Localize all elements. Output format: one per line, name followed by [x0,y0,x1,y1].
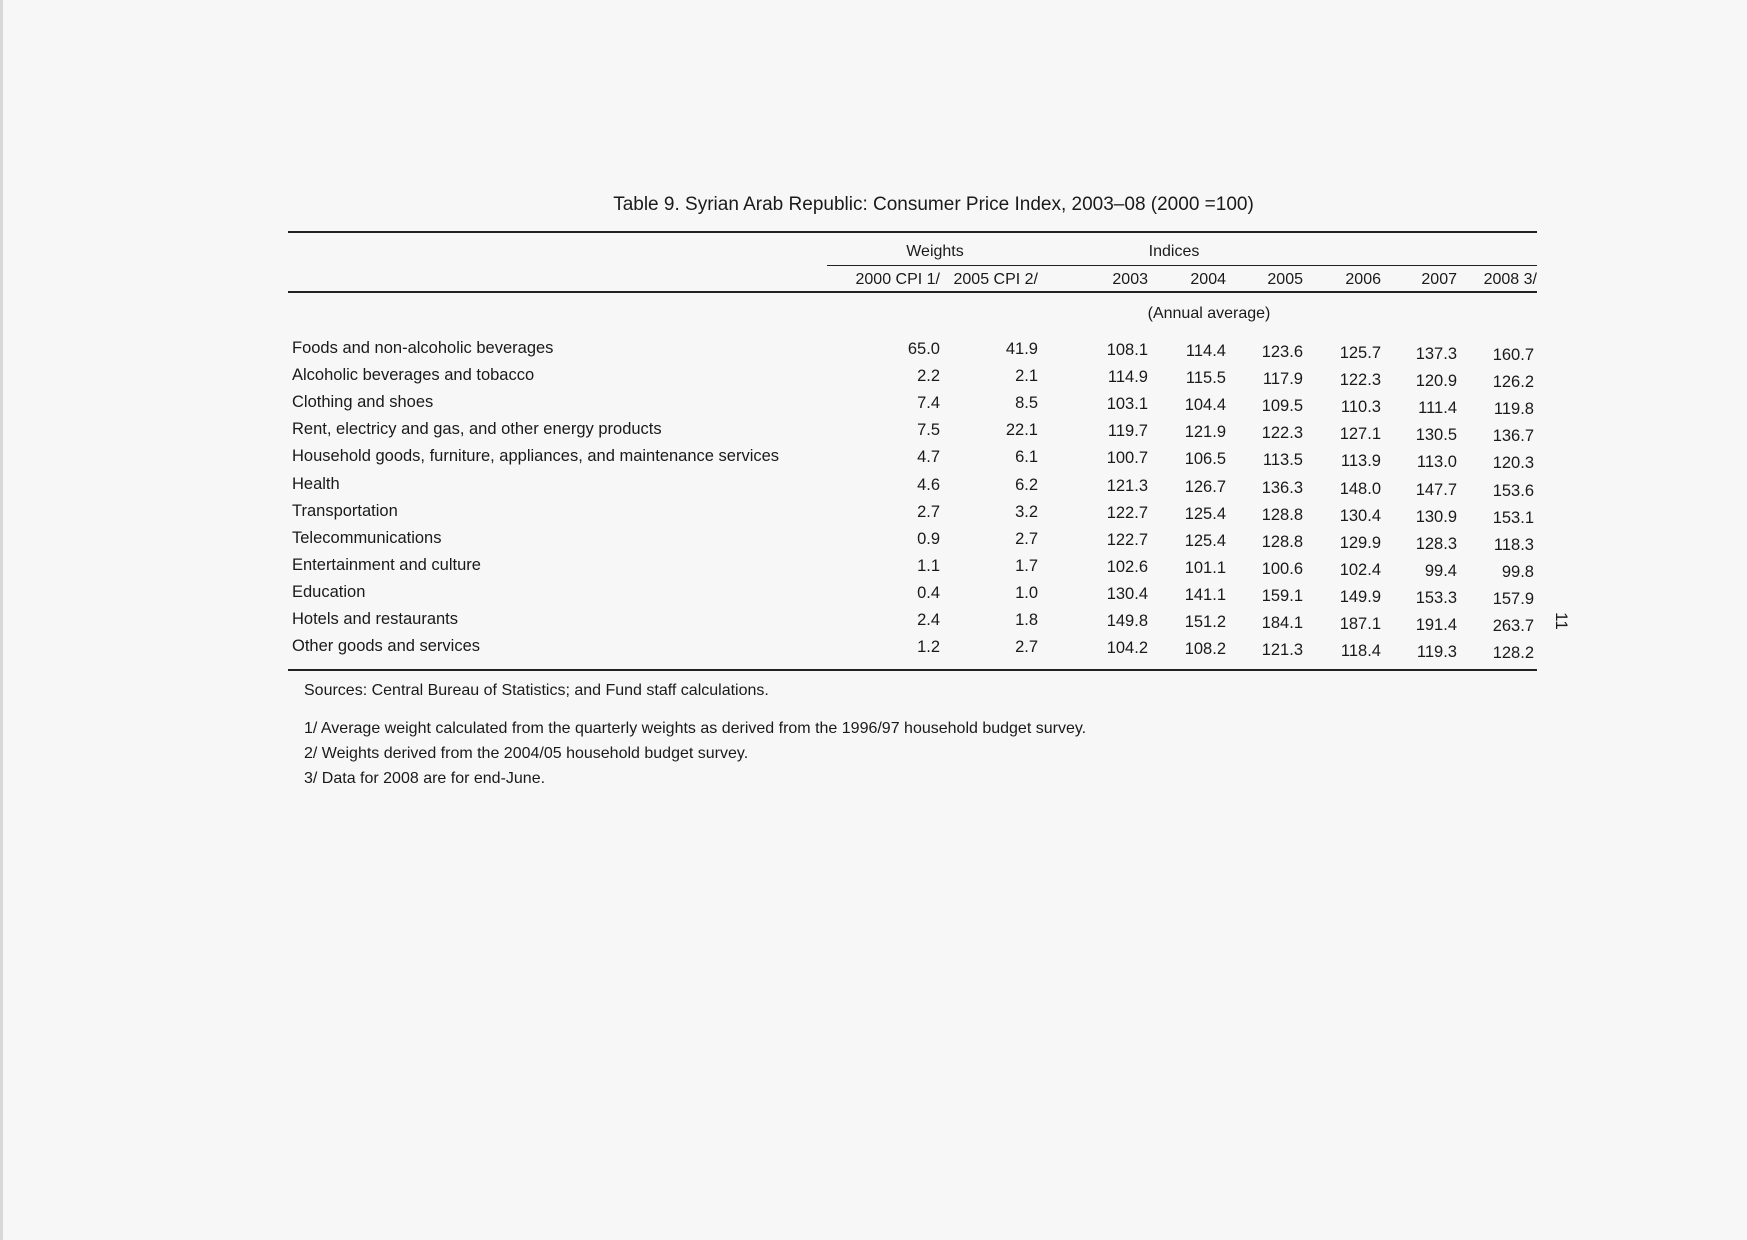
table-cell: 108.2 [1184,640,1226,659]
group-underline [827,265,1537,266]
table-cell: 111.4 [1418,399,1457,418]
table-cell: 41.9 [1005,340,1038,358]
table-cell: 126.2 [1492,373,1534,392]
table-cell: 128.2 [1492,644,1534,663]
table-cell: 103.1 [1106,395,1148,414]
table-cell: 121.3 [1106,476,1148,495]
table-cell: 128.3 [1415,534,1457,553]
table-cell: 119.7 [1107,422,1148,441]
table-cell: 157.9 [1492,589,1534,608]
table-cell: 113.9 [1340,452,1381,471]
table-cell: 6.2 [1015,475,1038,494]
row-label: Clothing and shoes [292,393,434,412]
table-cell: 113.0 [1416,453,1457,472]
table-cell: 126.7 [1184,477,1226,496]
table-cell: 130.9 [1415,507,1457,526]
table-cell: 65.0 [907,340,940,358]
table-cell: 1.2 [917,638,940,657]
table-cell: 125.4 [1184,504,1226,523]
table-cell: 0.4 [917,583,940,602]
table-cell: 115.5 [1185,369,1226,388]
table-cell: 122.7 [1106,503,1148,522]
table-cell: 104.2 [1106,639,1148,658]
row-label: Rent, electricy and gas, and other energy products [292,420,662,439]
table-cell: 2.7 [1015,529,1038,548]
table-cell: 129.9 [1339,533,1381,552]
table-cell: 2.2 [917,367,940,386]
table-cell: 106.5 [1184,450,1226,469]
footnote-3: 3/ Data for 2008 are for end-June. [304,770,546,787]
column-header: 2007 [1421,271,1457,288]
table-cell: 159.1 [1261,586,1303,605]
table-cell: 101.1 [1184,558,1226,577]
bottom-rule [288,669,1537,671]
table-cell: 122.3 [1261,424,1303,443]
table-cell: 7.5 [917,421,940,440]
table-cell: 6.1 [1015,448,1038,467]
row-label: Other goods and services [292,637,481,656]
table-cell: 4.6 [917,475,940,494]
table-cell: 1.1 [917,556,940,575]
column-header: 2005 CPI 2/ [953,271,1038,288]
table-cell: 136.3 [1261,478,1303,497]
footnote-1: 1/ Average weight calculated from the quarterly weights as derived from the 1996/97 household budget survey. [304,720,1087,737]
row-label: Hotels and restaurants [292,610,459,628]
table-cell: 130.5 [1415,426,1457,445]
table-cell: 123.6 [1261,343,1303,361]
table-cell: 3.2 [1015,502,1038,521]
column-header: 2003 [1112,271,1148,288]
unit-note: (Annual average) [1147,305,1271,322]
column-header: 2000 CPI 1/ [855,271,940,288]
table-cell: 1.8 [1015,611,1038,629]
table-cell: 102.6 [1106,557,1148,576]
table-cell: 99.4 [1424,561,1457,580]
row-label: Education [292,582,366,601]
table-cell: 4.7 [917,448,940,467]
table-cell: 187.1 [1339,615,1381,633]
table-cell: 153.3 [1415,588,1457,607]
table-cell: 109.5 [1261,397,1303,416]
top-rule [288,231,1537,233]
table-cell: 2.4 [917,611,940,629]
table-cell: 136.7 [1492,427,1534,446]
table-cell: 125.4 [1184,531,1226,550]
row-label: Household goods, furniture, appliances, and maintenance services [292,447,780,466]
page-edge [0,0,3,1240]
table-cell: 2.7 [1015,638,1038,657]
column-header: 2004 [1190,271,1226,288]
column-header: 2008 3/ [1483,271,1537,288]
table-cell: 108.1 [1106,341,1148,359]
row-label: Transportation [292,501,398,520]
table-cell: 263.7 [1492,617,1534,635]
table-cell: 22.1 [1005,421,1038,440]
table-cell: 2.1 [1015,367,1038,386]
indices-group-header: Indices [1148,243,1200,260]
column-header: 2005 [1267,271,1303,288]
table-cell: 7.4 [917,394,940,413]
table-cell: 118.3 [1493,535,1534,554]
footnote-2: 2/ Weights derived from the 2004/05 household budget survey. [304,745,749,762]
table-cell: 153.6 [1492,481,1534,500]
table-cell: 128.8 [1261,532,1303,551]
page-number: 11 [1551,612,1571,630]
table-cell: 151.2 [1184,613,1226,631]
table-cell: 114.4 [1185,342,1226,360]
table-cell: 122.7 [1106,530,1148,549]
table-cell: 148.0 [1339,479,1381,498]
table-cell: 147.7 [1415,480,1457,499]
table-cell: 118.4 [1340,642,1381,661]
table-cell: 114.9 [1107,368,1148,387]
table-cell: 119.8 [1493,400,1534,419]
row-label: Entertainment and culture [292,555,481,574]
table-cell: 8.5 [1015,394,1038,413]
table-cell: 113.5 [1262,451,1303,470]
column-header: 2006 [1345,271,1381,288]
table-cell: 141.1 [1184,585,1226,604]
table-cell: 100.6 [1261,559,1303,578]
table-cell: 130.4 [1106,584,1148,603]
row-label: Alcoholic beverages and tobacco [292,366,535,385]
table-cell: 119.3 [1416,643,1457,662]
sources-note: Sources: Central Bureau of Statistics; and Fund staff calculations. [304,682,769,699]
table-cell: 104.4 [1184,396,1226,415]
table-cell: 130.4 [1339,506,1381,525]
table-cell: 125.7 [1339,344,1381,362]
table-cell: 117.9 [1262,370,1303,389]
table-cell: 128.8 [1261,505,1303,524]
table-cell: 121.9 [1184,423,1226,442]
table-cell: 1.7 [1015,556,1038,575]
table-cell: 127.1 [1339,425,1381,444]
table-cell: 149.9 [1339,587,1381,606]
table-cell: 120.3 [1492,454,1534,473]
row-label: Health [292,474,340,493]
table-cell: 191.4 [1415,616,1457,634]
table-cell: 122.3 [1339,371,1381,390]
table-cell: 184.1 [1261,614,1303,632]
table-cell: 149.8 [1106,612,1148,630]
table-cell: 0.9 [917,529,940,548]
table-cell: 153.1 [1492,508,1534,527]
table-title: Table 9. Syrian Arab Republic: Consumer Price Index, 2003–08 (2000 =100) [613,194,1254,215]
weights-group-header: Weights [906,243,964,260]
row-label: Telecommunications [292,528,442,547]
header-bottom-rule [288,291,1537,293]
table-cell: 137.3 [1415,345,1457,363]
table-cell: 2.7 [917,502,940,521]
table-cell: 102.4 [1339,560,1381,579]
row-label: Foods and non-alcoholic beverages [292,339,554,357]
table-cell: 1.0 [1015,583,1038,602]
table-cell: 160.7 [1492,346,1534,364]
table-cell: 99.8 [1501,562,1534,581]
table-cell: 121.3 [1261,641,1303,660]
table-cell: 120.9 [1415,372,1457,391]
table-cell: 110.3 [1340,398,1381,417]
table-cell: 100.7 [1106,449,1148,468]
